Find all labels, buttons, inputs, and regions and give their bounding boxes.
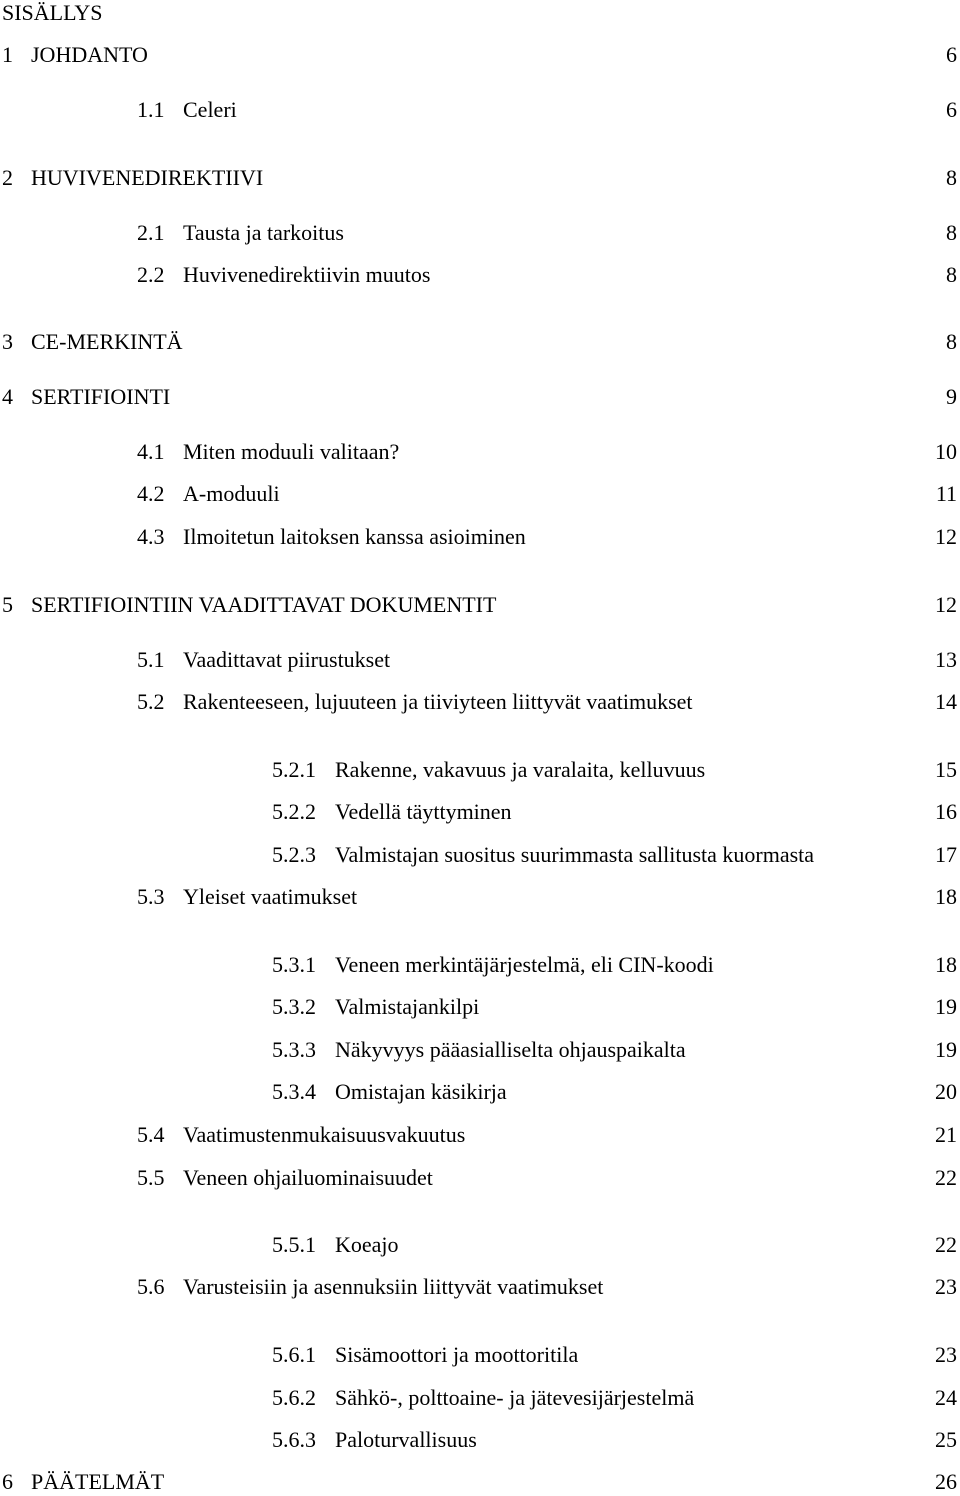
toc-entry-4-2[interactable] <box>0 480 960 508</box>
toc-entry-number: 6 <box>2 1469 13 1494</box>
toc-entry-text: Huvivenedirektiivin muutos <box>183 262 431 287</box>
toc-entry-number: 5.2.1 <box>272 757 316 782</box>
toc-entry-text: Veneen merkintäjärjestelmä, eli CIN-koodi <box>335 952 714 977</box>
toc-entry-text: Tausta ja tarkoitus <box>183 220 344 245</box>
toc-entry-page: 11 <box>935 481 957 506</box>
toc-entry-text: Miten moduuli valitaan? <box>183 439 400 464</box>
toc-entry-1-1[interactable] <box>0 96 960 124</box>
toc-entry-4-1[interactable] <box>0 438 960 466</box>
toc-entry-number: 5.2.3 <box>272 842 316 867</box>
toc-entry-page: 24 <box>935 1385 957 1410</box>
toc-entry-page: 22 <box>935 1232 957 1257</box>
toc-entry-page: 26 <box>935 1469 957 1494</box>
toc-entry-5-3-2[interactable] <box>0 993 960 1021</box>
toc-entry-page: 6 <box>946 42 957 67</box>
toc-entry-number: 5.5.1 <box>272 1232 316 1257</box>
toc-entry-number: 5.6.1 <box>272 1342 316 1367</box>
toc-entry-text: Näkyvyys pääasialliselta ohjauspaikalta <box>335 1037 686 1062</box>
toc-entry-number: 4 <box>2 384 13 409</box>
toc-entry-page: 6 <box>946 97 957 122</box>
toc-entry-text: A-moduuli <box>183 481 280 506</box>
toc-entry-5-2-2[interactable] <box>0 798 960 826</box>
toc-entry-5-6[interactable] <box>0 1273 960 1301</box>
toc-entry-number: 3 <box>2 329 13 354</box>
toc-entry-page: 21 <box>935 1122 957 1147</box>
toc-entry-number: 5.5 <box>137 1165 165 1190</box>
toc-entry-text: Ilmoitetun laitoksen kanssa asioiminen <box>183 524 526 549</box>
toc-entry-number: 5.6.3 <box>272 1427 316 1452</box>
toc-entry-4-3[interactable] <box>0 523 960 551</box>
toc-entry-number: 5.3 <box>137 884 165 909</box>
toc-entry-text: Celeri <box>183 97 237 122</box>
toc-entry-number: 2.1 <box>137 220 165 245</box>
toc-entry-text: HUVIVENEDIREKTIIVI <box>31 165 264 190</box>
toc-entry-text: SERTIFIOINTIIN VAADITTAVAT DOKUMENTIT <box>31 592 497 617</box>
toc-entry-text: Rakenne, vakavuus ja varalaita, kelluvuus <box>335 757 706 782</box>
toc-entry-page: 12 <box>935 524 957 549</box>
toc-entry-page: 8 <box>946 220 957 245</box>
toc-entry-text: Vedellä täyttyminen <box>335 799 512 824</box>
toc-entry-5-3-4[interactable] <box>0 1078 960 1106</box>
toc-entry-5-2-3[interactable] <box>0 841 960 869</box>
toc-entry-number: 1.1 <box>137 97 165 122</box>
toc-entry-page: 16 <box>935 799 957 824</box>
toc-entry-5-5[interactable] <box>0 1164 960 1192</box>
toc-entry-3[interactable] <box>0 328 960 356</box>
toc-entry-text: Valmistajankilpi <box>335 994 480 1019</box>
toc-entry-page: 14 <box>935 689 957 714</box>
toc-entry-text: SERTIFIOINTI <box>31 384 171 409</box>
toc-entry-text: CE-MERKINTÄ <box>31 329 183 354</box>
toc-entry-text: Sisämoottori ja moottoritila <box>335 1342 579 1367</box>
toc-entry-page: 23 <box>935 1342 957 1367</box>
toc-entry-text: Sähkö-, polttoaine- ja jätevesijärjestelmä <box>335 1385 695 1410</box>
toc-entry-text: Valmistajan suositus suurimmasta sallitusta kuormasta <box>335 842 815 867</box>
toc-entry-number: 5.6 <box>137 1274 165 1299</box>
toc-entry-text: PÄÄTELMÄT <box>31 1469 165 1494</box>
toc-entry-number: 5.3.2 <box>272 994 316 1019</box>
toc-entry-5-1[interactable] <box>0 646 960 674</box>
toc-entry-page: 18 <box>935 884 957 909</box>
toc-entry-2[interactable] <box>0 164 960 192</box>
toc-entry-5-6-1[interactable] <box>0 1341 960 1369</box>
toc-entry-5-3-3[interactable] <box>0 1036 960 1064</box>
toc-entry-page: 19 <box>935 1037 957 1062</box>
toc-entry-6[interactable] <box>0 1468 960 1496</box>
toc-entry-page: 10 <box>935 439 957 464</box>
toc-entry-page: 8 <box>946 165 957 190</box>
toc-entry-1[interactable] <box>0 41 960 69</box>
toc-title: SISÄLLYS <box>2 0 103 25</box>
toc-entry-2-1[interactable] <box>0 219 960 247</box>
toc-entry-5[interactable] <box>0 591 960 619</box>
toc-entry-page: 18 <box>935 952 957 977</box>
toc-entry-text: Vaatimustenmukaisuusvakuutus <box>183 1122 466 1147</box>
toc-entry-page: 12 <box>935 592 957 617</box>
toc-entry-5-2-1[interactable] <box>0 756 960 784</box>
toc-entry-number: 5.2.2 <box>272 799 316 824</box>
toc-entry-text: Veneen ohjailuominaisuudet <box>183 1165 433 1190</box>
toc-entry-page: 20 <box>935 1079 957 1104</box>
toc-entry-number: 5.3.3 <box>272 1037 316 1062</box>
toc-entry-5-3[interactable] <box>0 883 960 911</box>
toc-entry-number: 4.2 <box>137 481 165 506</box>
toc-entry-5-6-2[interactable] <box>0 1384 960 1412</box>
toc-entry-5-3-1[interactable] <box>0 951 960 979</box>
toc-entry-number: 5.1 <box>137 647 165 672</box>
toc-entry-page: 8 <box>946 262 957 287</box>
toc-entry-number: 5.3.4 <box>272 1079 316 1104</box>
toc-entry-4[interactable] <box>0 383 960 411</box>
toc-entry-text: JOHDANTO <box>31 42 148 67</box>
toc-entry-page: 25 <box>935 1427 957 1452</box>
toc-entry-page: 13 <box>935 647 957 672</box>
toc-entry-number: 2.2 <box>137 262 165 287</box>
toc-entry-text: Omistajan käsikirja <box>335 1079 507 1104</box>
toc-entry-page: 15 <box>935 757 957 782</box>
toc-entry-5-2[interactable] <box>0 688 960 716</box>
toc-entry-text: Yleiset vaatimukset <box>183 884 358 909</box>
toc-entry-text: Paloturvallisuus <box>335 1427 477 1452</box>
toc-entry-number: 5 <box>2 592 13 617</box>
toc-entry-number: 5.6.2 <box>272 1385 316 1410</box>
toc-entry-page: 8 <box>946 329 957 354</box>
toc-entry-text: Koeajo <box>335 1232 399 1257</box>
toc-entry-number: 2 <box>2 165 13 190</box>
toc-entry-text: Varusteisiin ja asennuksiin liittyvät vaatimukset <box>183 1274 604 1299</box>
toc-entry-text: Vaadittavat piirustukset <box>183 647 391 672</box>
toc-entry-number: 1 <box>2 42 13 67</box>
toc-entry-number: 5.3.1 <box>272 952 316 977</box>
toc-entry-number: 4.3 <box>137 524 165 549</box>
toc-entry-text: Rakenteeseen, lujuuteen ja tiiviyteen liittyvät vaatimukset <box>183 689 693 714</box>
toc-entry-page: 23 <box>935 1274 957 1299</box>
toc-entry-5-6-3[interactable] <box>0 1426 960 1454</box>
toc-entry-page: 22 <box>935 1165 957 1190</box>
toc-entry-number: 4.1 <box>137 439 165 464</box>
toc-entry-page: 9 <box>946 384 957 409</box>
toc-entry-2-2[interactable] <box>0 261 960 289</box>
toc-entry-page: 19 <box>935 994 957 1019</box>
toc-entry-number: 5.4 <box>137 1122 165 1147</box>
toc-entry-5-5-1[interactable] <box>0 1231 960 1259</box>
toc-entry-5-4[interactable] <box>0 1121 960 1149</box>
toc-entry-number: 5.2 <box>137 689 165 714</box>
toc-entry-page: 17 <box>935 842 957 867</box>
